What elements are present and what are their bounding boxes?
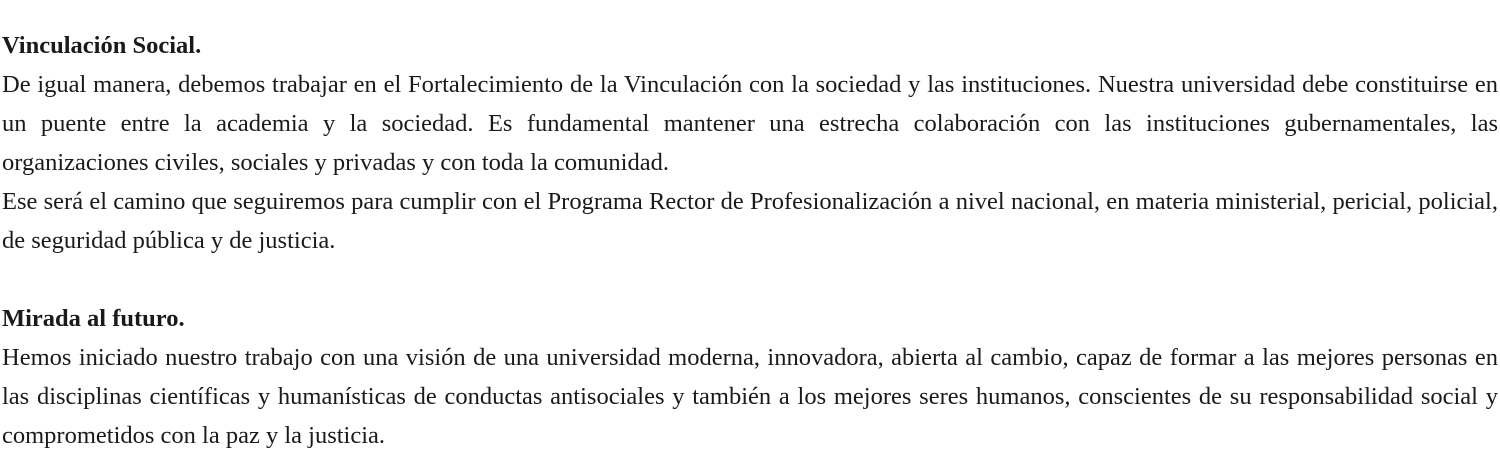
paragraph-mirada-al-futuro: Hemos iniciado nuestro trabajo con una visión de una universidad moderna, innovadora, abierta al cambio, capaz de formar a las mejores personas en las disciplinas científicas y humanísticas de conductas antisociales y también a los mejores seres humanos, conscientes de su responsabilidad social y comprometidos con la paz y la justicia.: [2, 344, 1498, 449]
section-heading-mirada-al-futuro: Mirada al futuro.: [2, 305, 185, 332]
section-heading-vinculacion-social: Vinculación Social.: [2, 32, 202, 59]
paragraph-vinculacion-intro: De igual manera, debemos trabajar en el Fortalecimiento de la Vinculación con la sociedad y las instituciones. Nuestra universidad debe constituirse en un puente entre la academia y la sociedad. Es fundamental mantener una estrecha colaboración con las instituciones gubernamentales, las organizaciones civiles, sociales y privadas y con toda la comunidad.: [2, 71, 1498, 176]
paragraph-vinculacion-programa-rector: Ese será el camino que seguiremos para cumplir con el Programa Rector de Profesionalización a nivel nacional, en materia ministerial, pericial, policial, de seguridad pública y de justicia.: [2, 188, 1498, 254]
